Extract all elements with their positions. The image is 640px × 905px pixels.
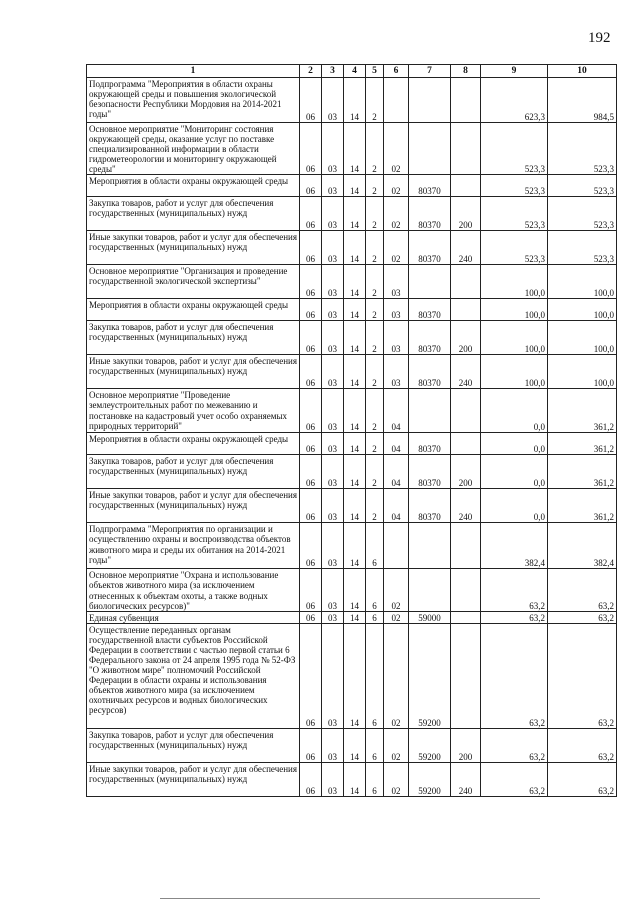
cell-subsection: 03 (322, 265, 344, 299)
cell-subprogram: 2 (366, 433, 384, 455)
cell-subsection: 03 (322, 433, 344, 455)
column-header: 8 (451, 65, 481, 78)
cell-section: 06 (300, 265, 322, 299)
column-header: 6 (384, 65, 409, 78)
cell-section: 06 (300, 762, 322, 796)
cell-direction: 80370 (409, 197, 451, 231)
cell-subprogram: 2 (366, 197, 384, 231)
cell-subsection: 03 (322, 569, 344, 611)
table-body (87, 78, 617, 797)
cell-sum-2020: 100,0 (481, 355, 548, 389)
cell-section: 06 (300, 389, 322, 433)
cell-measure (384, 523, 409, 569)
cell-expense-type (451, 78, 481, 123)
cell-subsection: 03 (322, 489, 344, 523)
cell-sum-2021: 523,3 (548, 123, 617, 175)
table-row (87, 728, 617, 762)
cell-program: 14 (344, 123, 366, 175)
cell-sum-2021: 63,2 (548, 728, 617, 762)
cell-direction: 80370 (409, 433, 451, 455)
cell-subprogram: 6 (366, 762, 384, 796)
cell-sum-2021: 100,0 (548, 355, 617, 389)
cell-sum-2021: 63,2 (548, 611, 617, 623)
cell-sum-2021: 63,2 (548, 569, 617, 611)
cell-sum-2020: 0,0 (481, 489, 548, 523)
cell-subsection: 03 (322, 728, 344, 762)
cell-section: 06 (300, 728, 322, 762)
table-row (87, 389, 617, 433)
cell-section: 06 (300, 355, 322, 389)
cell-measure: 04 (384, 455, 409, 489)
cell-program: 14 (344, 455, 366, 489)
cell-section: 06 (300, 197, 322, 231)
table-row (87, 569, 617, 611)
cell-subsection: 03 (322, 523, 344, 569)
cell-section: 06 (300, 611, 322, 623)
row-name: Закупка товаров, работ и услуг для обеспечения государственных (муниципальных) нужд (87, 455, 300, 489)
table-row (87, 175, 617, 197)
column-header: 3 (322, 65, 344, 78)
cell-subprogram: 2 (366, 265, 384, 299)
cell-program: 14 (344, 299, 366, 321)
table-row (87, 489, 617, 523)
cell-subprogram: 2 (366, 355, 384, 389)
table-row (87, 455, 617, 489)
cell-section: 06 (300, 321, 322, 355)
cell-direction (409, 123, 451, 175)
cell-program: 14 (344, 523, 366, 569)
cell-sum-2020: 623,3 (481, 78, 548, 123)
cell-expense-type: 240 (451, 762, 481, 796)
cell-direction: 80370 (409, 489, 451, 523)
cell-program: 14 (344, 569, 366, 611)
cell-sum-2020: 523,3 (481, 231, 548, 265)
table-row (87, 78, 617, 123)
header-row (87, 65, 617, 78)
cell-direction: 80370 (409, 175, 451, 197)
cell-expense-type: 200 (451, 321, 481, 355)
cell-sum-2021: 361,2 (548, 489, 617, 523)
table-row (87, 611, 617, 623)
cell-measure: 03 (384, 355, 409, 389)
row-name: Основное мероприятие "Организация и проведение государственной экологической экспертизы" (87, 265, 300, 299)
cell-sum-2020: 63,2 (481, 762, 548, 796)
cell-expense-type (451, 299, 481, 321)
cell-measure: 02 (384, 728, 409, 762)
cell-subsection: 03 (322, 455, 344, 489)
table-row (87, 231, 617, 265)
row-name: Основное мероприятие "Охрана и использование объектов животного мира (за исключением отнесенных к объектам охоты, а также водных биологических ресурсов)" (87, 569, 300, 611)
row-name: Единая субвенция (87, 611, 300, 623)
cell-sum-2020: 523,3 (481, 123, 548, 175)
cell-measure: 04 (384, 389, 409, 433)
cell-program: 14 (344, 762, 366, 796)
cell-sum-2020: 523,3 (481, 175, 548, 197)
cell-sum-2021: 63,2 (548, 623, 617, 728)
cell-subprogram: 6 (366, 611, 384, 623)
cell-expense-type (451, 175, 481, 197)
cell-subprogram: 2 (366, 389, 384, 433)
cell-program: 14 (344, 489, 366, 523)
table-row (87, 265, 617, 299)
cell-measure: 04 (384, 489, 409, 523)
cell-sum-2021: 523,3 (548, 231, 617, 265)
page-number: 192 (588, 30, 611, 46)
cell-expense-type (451, 569, 481, 611)
cell-subprogram: 2 (366, 455, 384, 489)
cell-direction: 59200 (409, 728, 451, 762)
cell-subsection: 03 (322, 355, 344, 389)
cell-subsection: 03 (322, 762, 344, 796)
cell-direction (409, 523, 451, 569)
cell-program: 14 (344, 389, 366, 433)
cell-program: 14 (344, 623, 366, 728)
cell-subsection: 03 (322, 123, 344, 175)
cell-program: 14 (344, 355, 366, 389)
table-row (87, 762, 617, 796)
cell-sum-2021: 63,2 (548, 762, 617, 796)
cell-direction (409, 265, 451, 299)
cell-sum-2021: 984,5 (548, 78, 617, 123)
cell-sum-2021: 100,0 (548, 299, 617, 321)
cell-direction: 80370 (409, 355, 451, 389)
row-name: Закупка товаров, работ и услуг для обеспечения государственных (муниципальных) нужд (87, 197, 300, 231)
cell-sum-2020: 0,0 (481, 455, 548, 489)
cell-subprogram: 6 (366, 523, 384, 569)
row-name: Основное мероприятие "Мониторинг состояния окружающей среды, оказание услуг по поставке специализированной информации в области гидрометеорологии и мониторингу окружающей среды" (87, 123, 300, 175)
table-row (87, 321, 617, 355)
table-row (87, 197, 617, 231)
cell-expense-type: 200 (451, 455, 481, 489)
row-name: Осуществление переданных органам государственной власти субъектов Российской Федерации в соответствии с частью первой статьи 6 Федерального закона от 24 апреля 1995 года № 52-ФЗ "О животном мире" полномочий Российской Федерации в области охраны и использования объектов животного мира (за исключением охотничьих ресурсов и водных биологических ресурсов) (87, 623, 300, 728)
cell-expense-type: 200 (451, 728, 481, 762)
cell-direction (409, 389, 451, 433)
cell-section: 06 (300, 455, 322, 489)
cell-sum-2020: 100,0 (481, 299, 548, 321)
cell-section: 06 (300, 489, 322, 523)
cell-direction: 80370 (409, 455, 451, 489)
cell-subsection: 03 (322, 299, 344, 321)
cell-measure (384, 78, 409, 123)
cell-sum-2021: 361,2 (548, 389, 617, 433)
cell-subprogram: 6 (366, 728, 384, 762)
column-header: 7 (409, 65, 451, 78)
cell-section: 06 (300, 433, 322, 455)
column-header: 5 (366, 65, 384, 78)
cell-direction: 59200 (409, 623, 451, 728)
cell-subsection: 03 (322, 231, 344, 265)
cell-subsection: 03 (322, 611, 344, 623)
cell-expense-type (451, 433, 481, 455)
cell-subprogram: 2 (366, 231, 384, 265)
cell-direction: 59000 (409, 611, 451, 623)
cell-subsection: 03 (322, 78, 344, 123)
cell-sum-2020: 100,0 (481, 265, 548, 299)
row-name: Иные закупки товаров, работ и услуг для обеспечения государственных (муниципальных) нужд (87, 762, 300, 796)
cell-program: 14 (344, 78, 366, 123)
cell-program: 14 (344, 611, 366, 623)
row-name: Закупка товаров, работ и услуг для обеспечения государственных (муниципальных) нужд (87, 321, 300, 355)
cell-section: 06 (300, 175, 322, 197)
cell-measure: 02 (384, 623, 409, 728)
cell-section: 06 (300, 569, 322, 611)
cell-expense-type (451, 523, 481, 569)
cell-measure: 04 (384, 433, 409, 455)
cell-program: 14 (344, 433, 366, 455)
cell-direction: 80370 (409, 231, 451, 265)
cell-section: 06 (300, 523, 322, 569)
row-name: Иные закупки товаров, работ и услуг для обеспечения государственных (муниципальных) нужд (87, 231, 300, 265)
cell-subprogram: 2 (366, 175, 384, 197)
cell-measure: 02 (384, 123, 409, 175)
cell-sum-2021: 523,3 (548, 175, 617, 197)
cell-measure: 02 (384, 197, 409, 231)
cell-sum-2021: 523,3 (548, 197, 617, 231)
column-header: 2 (300, 65, 322, 78)
cell-expense-type (451, 123, 481, 175)
cell-direction (409, 569, 451, 611)
cell-program: 14 (344, 175, 366, 197)
row-name: Закупка товаров, работ и услуг для обеспечения государственных (муниципальных) нужд (87, 728, 300, 762)
cell-sum-2020: 100,0 (481, 321, 548, 355)
column-header: 4 (344, 65, 366, 78)
cell-direction: 59200 (409, 762, 451, 796)
cell-program: 14 (344, 231, 366, 265)
cell-measure: 02 (384, 231, 409, 265)
table-row (87, 355, 617, 389)
row-name: Иные закупки товаров, работ и услуг для обеспечения государственных (муниципальных) нужд (87, 489, 300, 523)
row-name: Подпрограмма "Мероприятия по организации и осуществлению охраны и воспроизводства объектов животного мира и среды их обитания на 2014-2021 годы" (87, 523, 300, 569)
cell-subprogram: 2 (366, 321, 384, 355)
cell-program: 14 (344, 265, 366, 299)
cell-program: 14 (344, 197, 366, 231)
cell-sum-2020: 63,2 (481, 728, 548, 762)
cell-sum-2020: 0,0 (481, 433, 548, 455)
cell-section: 06 (300, 78, 322, 123)
cell-sum-2020: 382,4 (481, 523, 548, 569)
column-header: 9 (481, 65, 548, 78)
bottom-rule (160, 898, 540, 899)
cell-subsection: 03 (322, 389, 344, 433)
cell-subsection: 03 (322, 623, 344, 728)
cell-measure: 02 (384, 611, 409, 623)
cell-subprogram: 6 (366, 569, 384, 611)
cell-sum-2020: 0,0 (481, 389, 548, 433)
cell-measure: 03 (384, 299, 409, 321)
cell-sum-2021: 382,4 (548, 523, 617, 569)
cell-direction: 80370 (409, 321, 451, 355)
row-name: Мероприятия в области охраны окружающей среды (87, 299, 300, 321)
cell-subprogram: 2 (366, 299, 384, 321)
cell-program: 14 (344, 321, 366, 355)
cell-subprogram: 2 (366, 123, 384, 175)
cell-measure: 03 (384, 265, 409, 299)
cell-expense-type: 240 (451, 231, 481, 265)
cell-section: 06 (300, 299, 322, 321)
budget-table (86, 64, 617, 797)
cell-expense-type (451, 611, 481, 623)
cell-subprogram: 2 (366, 78, 384, 123)
row-name: Основное мероприятие "Проведение землеустроительных работ по межеванию и постановке на кадастровый учет особо охраняемых природных территорий" (87, 389, 300, 433)
cell-subsection: 03 (322, 321, 344, 355)
cell-direction (409, 78, 451, 123)
cell-subprogram: 2 (366, 489, 384, 523)
cell-sum-2020: 63,2 (481, 569, 548, 611)
cell-expense-type: 200 (451, 197, 481, 231)
cell-subsection: 03 (322, 175, 344, 197)
row-name: Иные закупки товаров, работ и услуг для обеспечения государственных (муниципальных) нужд (87, 355, 300, 389)
cell-measure: 02 (384, 762, 409, 796)
cell-subsection: 03 (322, 197, 344, 231)
table-row (87, 523, 617, 569)
cell-measure: 03 (384, 321, 409, 355)
cell-section: 06 (300, 231, 322, 265)
cell-sum-2021: 100,0 (548, 321, 617, 355)
cell-sum-2021: 361,2 (548, 455, 617, 489)
table-row (87, 299, 617, 321)
cell-expense-type (451, 623, 481, 728)
cell-subprogram: 6 (366, 623, 384, 728)
cell-expense-type: 240 (451, 355, 481, 389)
cell-measure: 02 (384, 175, 409, 197)
cell-sum-2020: 63,2 (481, 623, 548, 728)
table-row (87, 433, 617, 455)
column-header: 10 (548, 65, 617, 78)
cell-expense-type (451, 265, 481, 299)
cell-measure: 02 (384, 569, 409, 611)
cell-expense-type: 240 (451, 489, 481, 523)
cell-sum-2021: 361,2 (548, 433, 617, 455)
cell-expense-type (451, 389, 481, 433)
table-row (87, 623, 617, 728)
cell-section: 06 (300, 123, 322, 175)
row-name: Подпрограмма "Мероприятия в области охраны окружающей среды и повышения экологической безопасности Республики Мордовия на 2014-2021 годы" (87, 78, 300, 123)
cell-program: 14 (344, 728, 366, 762)
cell-sum-2021: 100,0 (548, 265, 617, 299)
cell-sum-2020: 523,3 (481, 197, 548, 231)
cell-section: 06 (300, 623, 322, 728)
row-name: Мероприятия в области охраны окружающей среды (87, 433, 300, 455)
cell-sum-2020: 63,2 (481, 611, 548, 623)
column-header: 1 (87, 65, 300, 78)
table-row (87, 123, 617, 175)
row-name: Мероприятия в области охраны окружающей среды (87, 175, 300, 197)
cell-direction: 80370 (409, 299, 451, 321)
